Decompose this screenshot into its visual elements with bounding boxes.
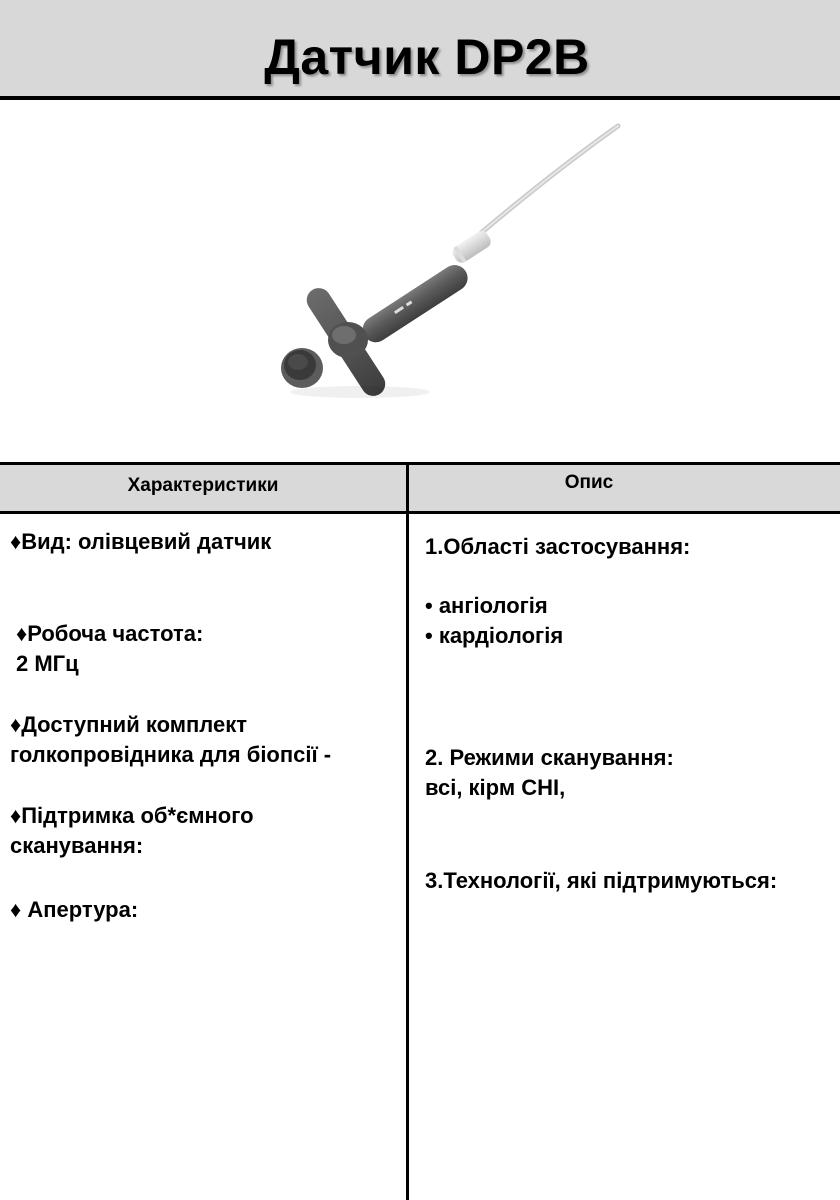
probe-body — [358, 260, 473, 347]
desc-areas-heading: 1.Області застосування: — [425, 534, 691, 559]
column-header-characteristics: Характеристики — [127, 475, 279, 496]
char-type: ♦Вид: олівцевий датчик — [10, 529, 272, 554]
desc-modes-value: всі, кірм CHI, — [425, 775, 566, 800]
char-biopsy-line1: ♦Доступний комплект — [10, 712, 247, 737]
probe-photo — [270, 120, 630, 410]
desc-modes-heading: 2. Режими сканування: — [425, 745, 674, 770]
title-bar — [0, 0, 840, 100]
desc-area-item: • ангіологія — [425, 593, 548, 618]
column-header-description: Опис — [564, 472, 614, 493]
page-title: Датчик DP2B — [264, 29, 590, 85]
char-aperture: ♦ Апертура: — [10, 897, 139, 922]
column-divider — [406, 462, 409, 1200]
char-volume-line1: ♦Підтримка об*ємного — [10, 803, 254, 828]
desc-tech-heading: 3.Технології, які підтримуються: — [425, 868, 778, 893]
desc-area-item: • кардіологія — [425, 623, 564, 648]
char-volume-line2: сканування: — [10, 833, 144, 858]
char-biopsy-line2: голкопровідника для біопсії - — [10, 742, 332, 767]
char-freq-value: 2 МГц — [16, 651, 79, 676]
char-freq-label: ♦Робоча частота: — [16, 621, 204, 646]
